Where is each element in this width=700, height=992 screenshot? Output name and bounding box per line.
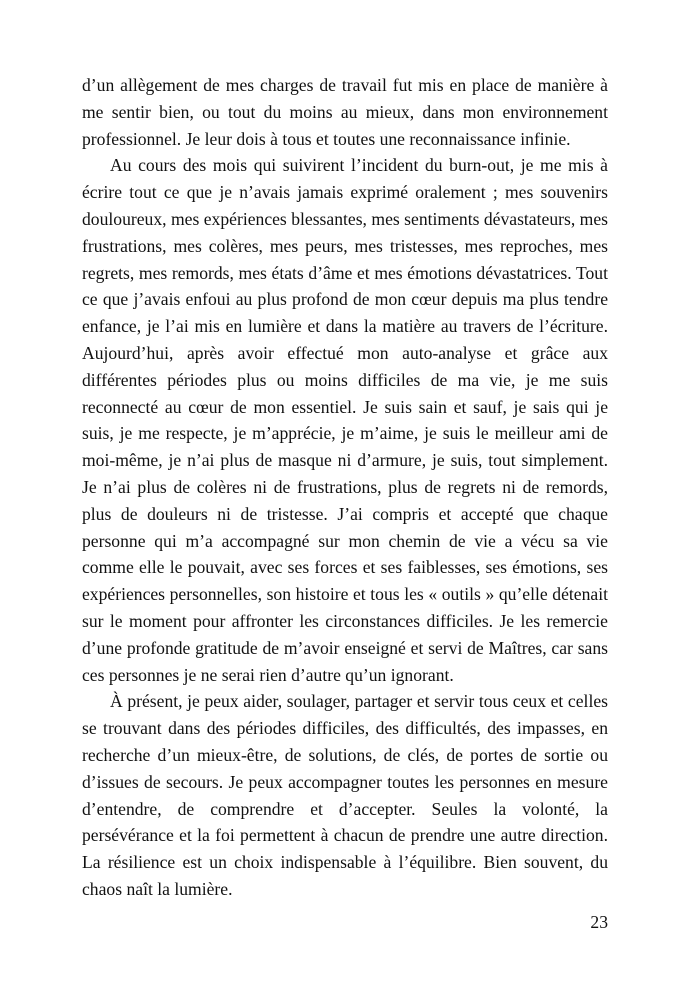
body-text [82, 72, 608, 903]
paragraph-present-help: À présent, je peux aider, soulager, partager et servir tous ceux et celles se trouvant dans des périodes difficiles, des difficultés, des impasses, en recherche d’un mieux-être, de solutions, de clés, de portes de sortie ou d’issues de secours. Je peux accompagner toutes les personnes en mesure d’entendre, de comprendre et d’accepter. Seules la volonté, la persévérance et la foi permettent à chacun de prendre une autre direction. La résilience est un choix indispensable à l’équilibre. Bien souvent, du chaos naît la lumière. [82, 691, 608, 899]
paragraph-burnout-writing: Au cours des mois qui suivirent l’incident du burn-out, je me mis à écrire tout ce que je n’avais jamais exprimé oralement ; mes souvenirs douloureux, mes expériences blessantes, mes sentiments dévastateurs, mes frustrations, mes colères, mes peurs, mes tristesses, mes reproches, mes regrets, mes remords, mes états d’âme et mes émotions dévastatrices. Tout ce que j’avais enfoui au plus profond de mon cœur depuis ma plus tendre enfance, je l’ai mis en lumière et dans la matière au travers de l’écriture. Aujourd’hui, après avoir effectué mon auto-analyse et grâce aux différentes périodes plus ou moins difficiles de ma vie, je me suis reconnecté au cœur de mon essentiel. Je suis sain et sauf, je sais qui je suis, je me respecte, je m’apprécie, je m’aime, je suis le meilleur ami de moi-même, je n’ai plus de masque ni d’armure, je suis, tout simplement. Je n’ai plus de colères ni de frustrations, plus de regrets ni de remords, plus de douleurs ni de tristesse. J’ai compris et accepté que chaque personne qui m’a accompagné sur mon chemin de vie a vécu sa vie comme elle le pouvait, avec ses forces et ses faiblesses, ses émotions, ses expériences personnelles, son histoire et tous les « outils » qu’elle détenait sur le moment pour affronter les circonstances difficiles. Je les remercie d’une profonde gratitude de m’avoir enseigné et servi de Maîtres, car sans ces personnes je ne serai rien d’autre qu’un ignorant. [82, 155, 608, 685]
paragraph-continuation: d’un allègement de mes charges de travail fut mis en place de manière à me sentir bien, ou tout du moins au mieux, dans mon environnement professionnel. Je leur dois à tous et toutes une reconnaissance infinie. [82, 75, 608, 149]
page-number: 23 [590, 912, 608, 932]
